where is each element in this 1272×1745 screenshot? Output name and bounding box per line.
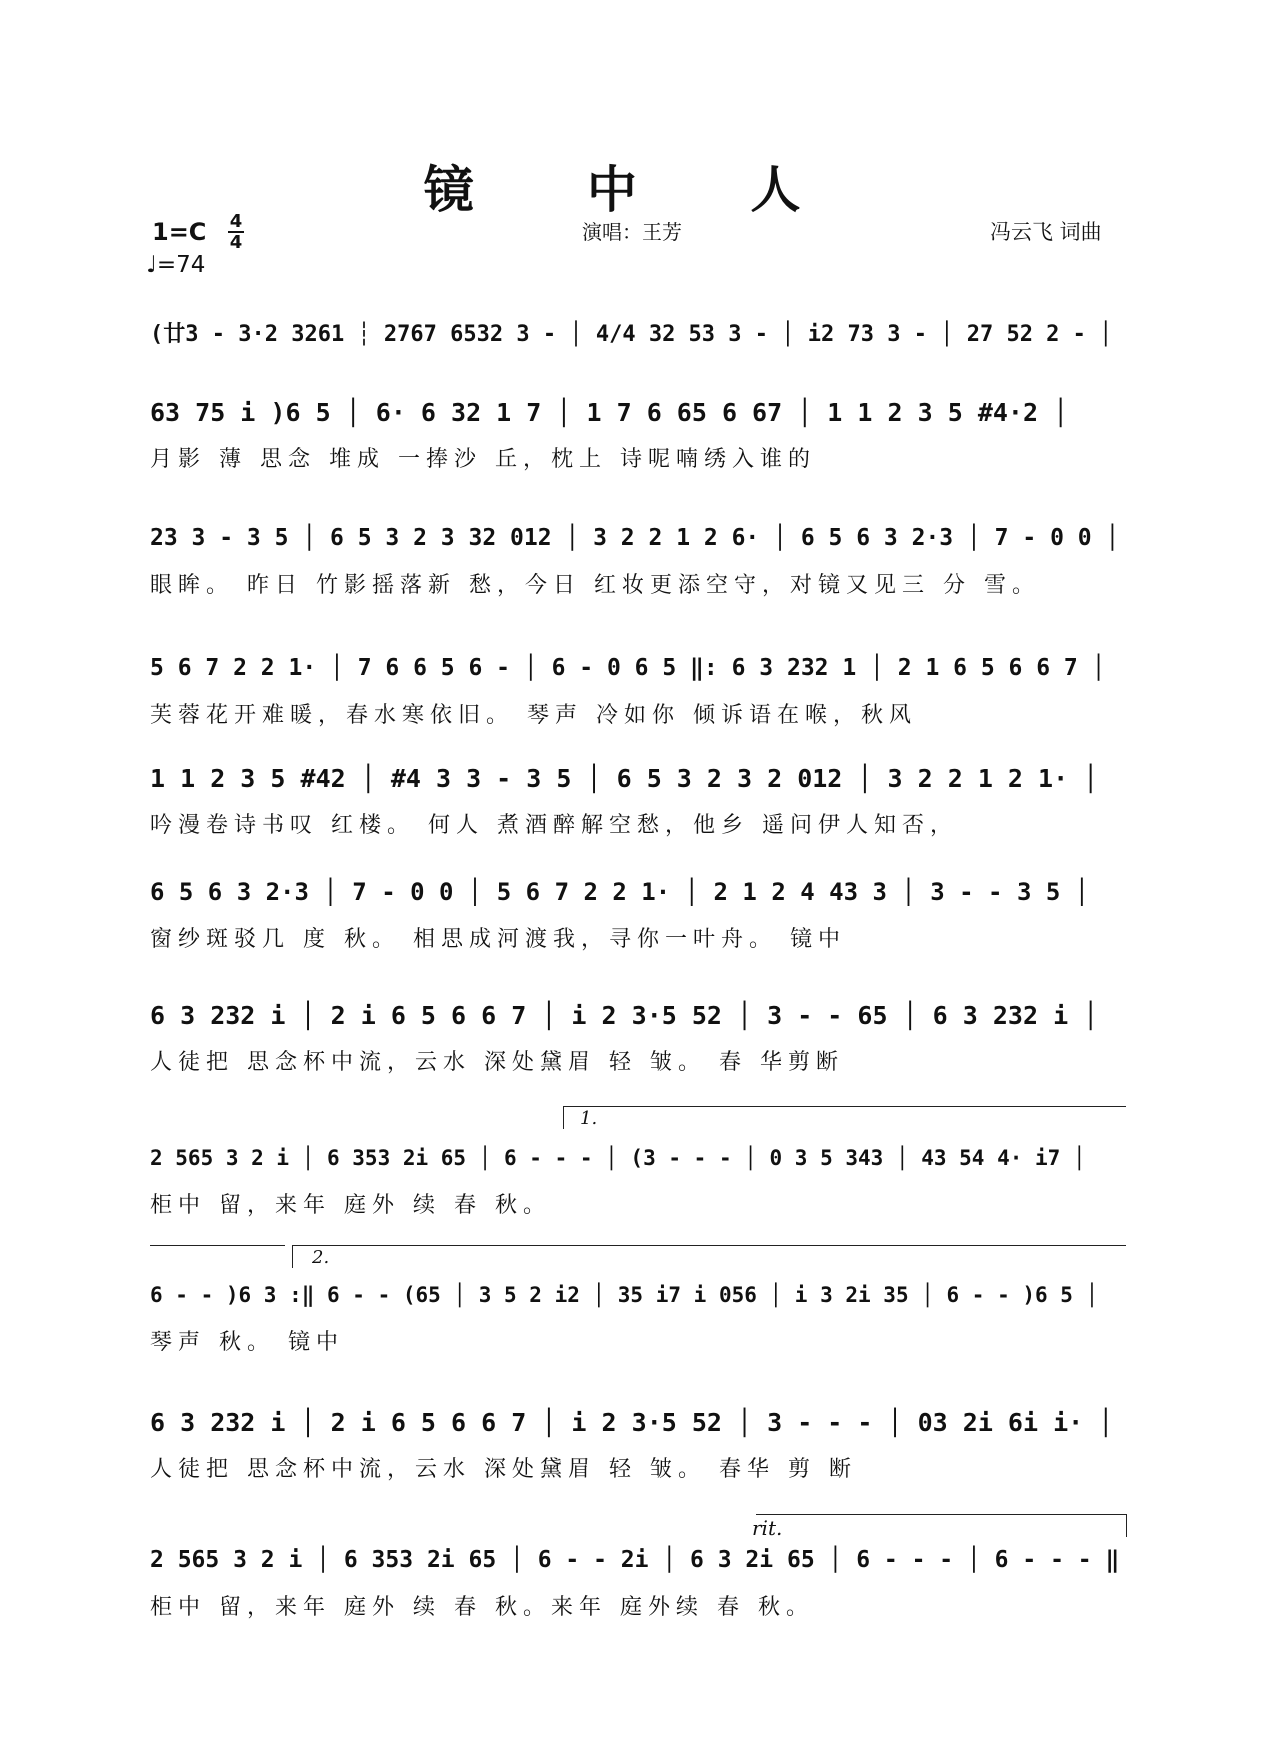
ritardando-marking: rit.	[752, 1516, 783, 1540]
lyrics-line: 月影 薄 思念 堆成 一捧沙 丘，枕上 诗呢喃绣入谁的	[150, 447, 816, 472]
lyrics-line	[150, 362, 1125, 394]
notation-line: 63 75 i )6 5 │ 6· 6 32 1 7 │ 1 7 6 65 6 67 │ 1 1 2 3 5 #4·2 │	[150, 397, 1069, 427]
second-ending-label: 2.	[312, 1247, 330, 1268]
tempo-marking: ♩=74	[146, 252, 206, 278]
notation-line: 5 6 7 2 2 1· │ 7 6 6 5 6 - │ 6 - 0 6 5 ‖: 6 3 232 1 │ 2 1 6 5 6 6 7 │	[150, 655, 1106, 681]
lyrics-line: 柜中 留，来年 庭外 续 春 秋。	[150, 1193, 551, 1218]
time-signature-top: 4	[229, 211, 243, 232]
key-signature: 1=C	[152, 218, 207, 246]
lyrics-line: 吟漫卷诗书叹 红楼。 何人 煮酒醉解空愁，他乡 遥问伊人知否，	[150, 813, 958, 838]
lyrics-line: 眼眸。 昨日 竹影摇落新 愁，今日 红妆更添空守，对镜又见三 分 雪。	[150, 573, 1040, 598]
notation-line: 6 - - )6 3 :‖ 6 - - (65 │ 3 5 2 i2 │ 35 i7 i 056 │ i 3 2i 35 │ 6 - - )6 5 │	[150, 1283, 1099, 1307]
notation-line: (廿3 - 3·2 3261 ┆ 2767 6532 3 - │ 4/4 32 53 3 - │ i2 73 3 - │ 27 52 2 - │	[150, 321, 1113, 347]
notation-line: 2 565 3 2 i │ 6 353 2i 65 │ 6 - - 2i │ 6 3 2i 65 │ 6 - - - │ 6 - - - ‖	[150, 1547, 1120, 1573]
first-ending-label: 1.	[580, 1108, 598, 1129]
time-signature-bottom: 4	[229, 232, 243, 253]
first-ending-bracket	[563, 1106, 1126, 1129]
lyrics-line: 人徒把 思念杯中流，云水 深处黛眉 轻 皱。 春华 剪 断	[150, 1457, 857, 1482]
song-title: 镜 中 人	[423, 160, 849, 219]
singer-credit: 演唱：王芳	[582, 220, 682, 244]
ritardando-bracket	[756, 1514, 1127, 1537]
notation-line: 1 1 2 3 5 #42 │ #4 3 3 - 3 5 │ 6 5 3 2 3 2 012 │ 3 2 2 1 2 1· │	[150, 763, 1099, 793]
notation-line: 23 3 - 3 5 │ 6 5 3 2 3 32 012 │ 3 2 2 1 2 6· │ 6 5 6 3 2·3 │ 7 - 0 0 │	[150, 525, 1120, 551]
lyrics-line: 琴声 秋。 镜中	[150, 1330, 344, 1355]
lyrics-line: 柜中 留，来年 庭外 续 春 秋。来年 庭外续 春 秋。	[150, 1595, 814, 1620]
lyrics-line: 芙蓉花开难暖，春水寒依旧。 琴声 冷如你 倾诉语在喉，秋风	[150, 703, 917, 728]
notation-line: 6 5 6 3 2·3 │ 7 - 0 0 │ 5 6 7 2 2 1· │ 2 1 2 4 43 3 │ 3 - - 3 5 │	[150, 878, 1090, 906]
notation-line: 6 3 232 i │ 2 i 6 5 6 6 7 │ i 2 3·5 52 │ 3 - - - │ 03 2i 6i i· │	[150, 1407, 1114, 1437]
second-ending-bracket	[292, 1245, 1126, 1268]
composer-credit: 冯云飞 词曲	[990, 220, 1102, 244]
notation-line: 2 565 3 2 i │ 6 353 2i 65 │ 6 - - - │ (3 - - - │ 0 3 5 343 │ 43 54 4· i7 │	[150, 1146, 1086, 1170]
first-ending-continuation	[150, 1245, 285, 1268]
lyrics-line: 人徒把 思念杯中流，云水 深处黛眉 轻 皱。 春 华剪断	[150, 1050, 844, 1075]
time-signature	[228, 212, 244, 252]
notation-line: 6 3 232 i │ 2 i 6 5 6 6 7 │ i 2 3·5 52 │ 3 - - 65 │ 6 3 232 i │	[150, 1000, 1099, 1030]
lyrics-line: 窗纱斑驳几 度 秋。 相思成河渡我，寻你一叶舟。 镜中	[150, 927, 846, 952]
